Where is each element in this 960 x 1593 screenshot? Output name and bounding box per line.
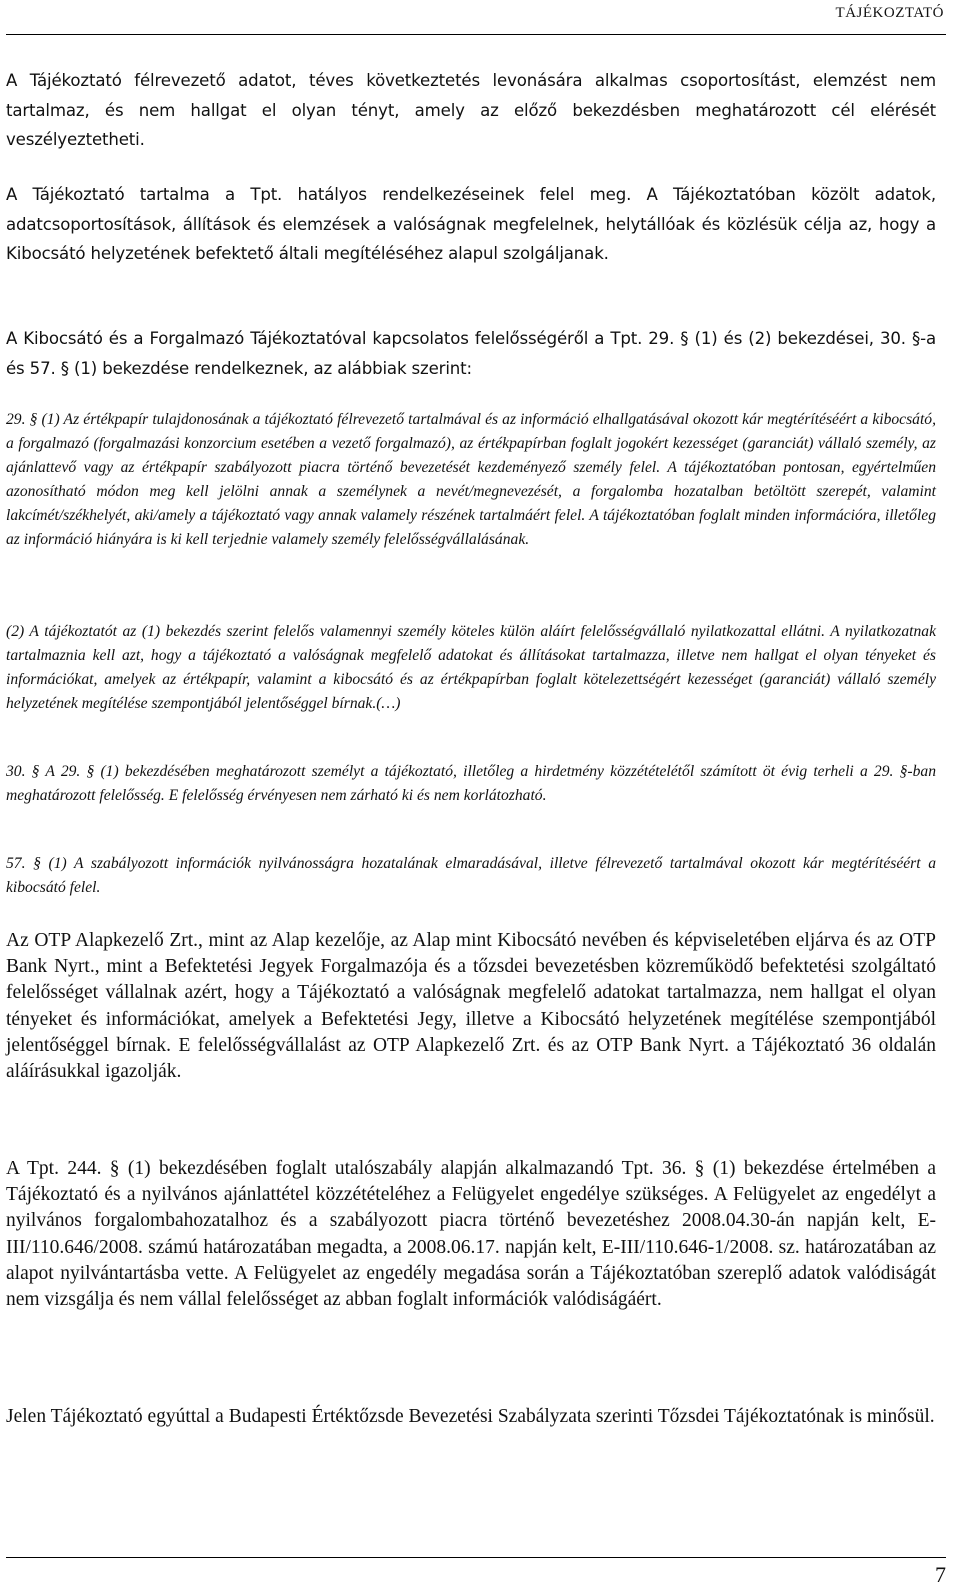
paragraph-misleading-data: A Tájékoztató félrevezető adatot, téves következtetés levonására alkalmas csoportosítást, elemzést nem tartalmaz, és nem hallgat el olyan tényt, amely az előző bekezdésben meghatározott cél elérését veszélyeztetheti. <box>6 71 936 149</box>
quote-section-29-2: (2) A tájékoztatót az (1) bekezdés szerint felelős valamennyi személy köteles külön aláírt felelősségvállaló nyilatkozattal ellátni. A nyilatkozatnak tartalmaznia kell azt, hogy a tájékoztató a valóságnak megfelelő adatokat és állításokat tartalmazza, illetve nem hallgat el olyan tényeket és információkat, amelyek az értékpapír, valamint a kibocsátó és az értékpapírban foglalt kötelezettségért kezességet (garanciát) vállaló személy helyzetének megítélése szempontjából jelentőséggel bírnak.(…) <box>6 623 936 712</box>
paragraph-exchange-prospectus: Jelen Tájékoztató egyúttal a Budapesti Értéktőzsde Bevezetési Szabályzata szerinti Tőzsdei Tájékoztatónak is minősül. <box>6 1406 935 1427</box>
quote-section-57: 57. § (1) A szabályozott információk nyilvánosságra hozatalának elmaradásával, illetve félrevezető tartalmával okozott kár megtérítéséért a kibocsátó felel. <box>6 855 936 896</box>
header-divider <box>6 34 946 35</box>
page-number: 7 <box>935 1562 946 1587</box>
paragraph-supervisory-approval: A Tpt. 244. § (1) bekezdésében foglalt utalószabály alapján alkalmazandó Tpt. 36. § (1) bekezdése értelmében a Tájékoztató és a nyilvános ajánlattétel közzétételéhez a Felügyelet engedélye szükséges. A Felügyelet az engedélyt a nyilvános forgalombahozatalhoz és a szabályozott piacra történő bevezetéshez 2008.04.30-án napján kelt, E-III/110.646/2008. számú határozatában megadta, a 2008.06.17. napján kelt, E-III/110.646-1/2008. sz. határozatában az alapot nyilvántartásba vette. A Felügyelet az engedély megadása során a Tájékoztatóban szereplő adatok valódiságát nem vizsgálja és nem vállal felelősséget az abban foglalt információk valódiságáért. <box>6 1158 936 1311</box>
paragraph-responsibility-statement: Az OTP Alapkezelő Zrt., mint az Alap kezelője, az Alap mint Kibocsátó nevében és képviseletében eljárva és az OTP Bank Nyrt., mint a Befektetési Jegyek Forgalmazója és a tőzsdei bevezetésben közreműködő befektetési szolgáltató felelősséget vállalnak azért, hogy a Tájékoztató a valóságnak megfelelő adatokat tartalmazza, nem hallgat el olyan tényeket és információkat, amelyek a Befektetési Jegy, illetve a Kibocsátó helyzetének megítélése szempontjából jelentőséggel bírnak. E felelősségvállalást az OTP Alapkezelő Zrt. és az OTP Bank Nyrt. a Tájékoztató 36 oldalán aláírásukkal igazolják. <box>6 930 936 1083</box>
footer-divider <box>6 1557 946 1558</box>
quote-section-29-1: 29. § (1) Az értékpapír tulajdonosának a tájékoztató félrevezető tartalmával és az információ elhallgatásával okozott kár megtérítéséért a kibocsátó, a forgalmazó (forgalmazási konzorcium esetében a vezető forgalmazó), az értékpapírban foglalt jogokért kezességet (garanciát) vállaló személy, az ajánlattevő vagy az értékpapír szabályozott piacra történő bevezetését kezdeményező személy felel. A tájékoztatóban pontosan, egyértelműen azonosítható módon meg kell jelölni annak a személynek a nevét/megnevezését, a forgalomba hozatalban betöltött szerepét, valamint lakcímét/székhelyét, aki/amely a tájékoztató vagy annak valamely részének tartalmáért felel. A tájékoztatóban foglalt minden információra, illetőleg az információ hiányára is ki kell terjednie valamely személy felelősségvállalásának. <box>6 411 936 548</box>
paragraph-content-compliance: A Tájékoztató tartalma a Tpt. hatályos rendelkezéseinek felel meg. A Tájékoztatóban közölt adatok, adatcsoportosítások, állítások és elemzések a valóságnak megfelelnek, helytállóak és közlésük célja az, hogy a Kibocsátó helyzetének befektető általi megítéléséhez alapul szolgáljanak. <box>6 185 936 263</box>
quote-section-30: 30. § A 29. § (1) bekezdésében meghatározott személyt a tájékoztató, illetőleg a hirdetmény közzétételétől számított öt évig terheli a 29. §-ban meghatározott felelősség. E felelősség érvényesen nem zárható ki és nem korlátozható. <box>6 763 936 804</box>
page-header-title: TÁJÉKOZTATÓ <box>835 5 944 21</box>
paragraph-liability-intro: A Kibocsátó és a Forgalmazó Tájékoztatóval kapcsolatos felelősségéről a Tpt. 29. § (1) és (2) bekezdései, 30. §-a és 57. § (1) bekezdése rendelkeznek, az alábbiak szerint: <box>6 329 936 378</box>
